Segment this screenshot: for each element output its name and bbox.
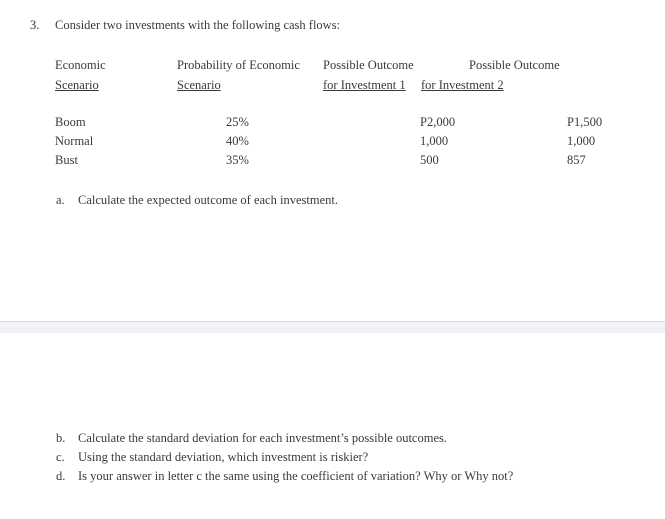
part-letter: c. — [56, 450, 65, 464]
part-text: Calculate the expected outcome of each investment. — [78, 193, 338, 207]
part-text: Using the standard deviation, which investment is riskier? — [78, 450, 369, 464]
cell-inv2: 1,000 — [567, 134, 596, 148]
part-text: Calculate the standard deviation for each investment’s possible outcomes. — [78, 431, 447, 445]
question-text: Consider two investments with the following cash flows: — [55, 18, 341, 32]
cell-scenario: Normal — [55, 134, 94, 148]
cell-probability: 25% — [226, 115, 249, 129]
cell-inv2: 857 — [567, 153, 586, 167]
question-number: 3. — [30, 18, 40, 32]
cell-inv2: P1,500 — [567, 115, 603, 129]
page-break — [0, 321, 665, 333]
cell-scenario: Bust — [55, 153, 78, 167]
header-inv2-line2: for Investment 2 — [421, 78, 504, 92]
part-letter: b. — [56, 431, 66, 445]
cell-probability: 35% — [226, 153, 249, 167]
cell-inv1: 500 — [420, 153, 439, 167]
cell-inv1: P2,000 — [420, 115, 456, 129]
header-scenario-line1: Economic — [55, 58, 106, 72]
header-scenario-line2: Scenario — [55, 78, 99, 92]
part-letter: d. — [56, 469, 66, 483]
header-probability-line1: Probability of Economic — [177, 58, 300, 72]
cell-scenario: Boom — [55, 115, 86, 129]
header-inv2-line1: Possible Outcome — [469, 58, 560, 72]
header-probability-line2: Scenario — [177, 78, 221, 92]
header-inv1-line2: for Investment 1 — [323, 78, 406, 92]
cell-inv1: 1,000 — [420, 134, 449, 148]
part-letter: a. — [56, 193, 65, 207]
part-text: Is your answer in letter c the same using the coefficient of variation? Why or Why not? — [78, 469, 514, 483]
cell-probability: 40% — [226, 134, 249, 148]
header-inv1-line1: Possible Outcome — [323, 58, 414, 72]
